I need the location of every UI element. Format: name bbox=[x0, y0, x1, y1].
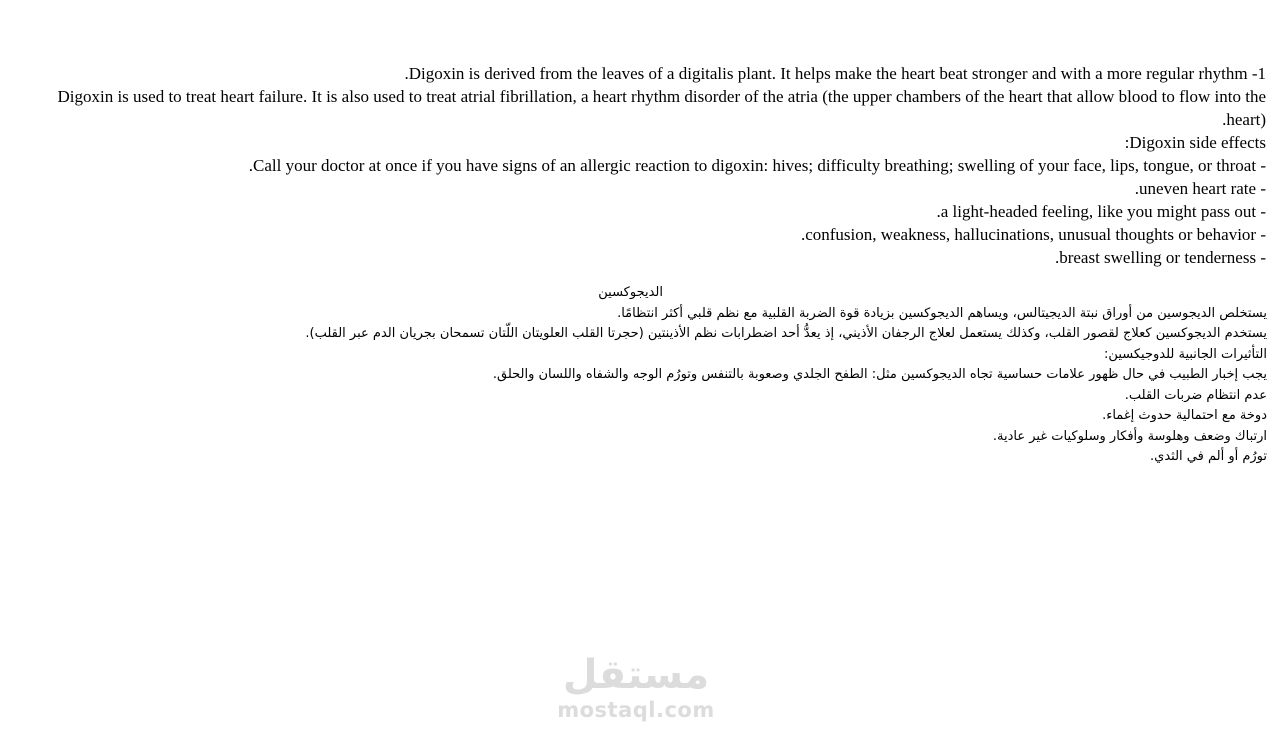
side-effects-heading: Digoxin side effects: bbox=[1124, 133, 1266, 152]
arabic-side-effect-item: دوخة مع احتمالية حدوث إغماء. bbox=[1102, 408, 1267, 423]
side-effect-item: - breast swelling or tenderness. bbox=[1054, 248, 1266, 267]
mostaql-watermark bbox=[556, 652, 716, 722]
watermark-logo: مستقل bbox=[562, 652, 710, 698]
english-paragraph-2: Digoxin is used to treat heart failure. It is also used to treat atrial fibrillation, a heart rhythm disorder of the atria (the upper chambers of the heart that allow blood to flow into the heart). bbox=[57, 87, 1266, 129]
arabic-section bbox=[230, 283, 1267, 468]
arabic-side-effect-item: ارتباك وضعف وهلوسة وأفكار وسلوكيات غير عادية. bbox=[992, 428, 1267, 444]
watermark-domain: mostaql.com bbox=[557, 698, 715, 722]
english-paragraph-1: 1- Digoxin is derived from the leaves of a digitalis plant. It helps make the heart beat stronger and with a more regular rhythm. bbox=[404, 64, 1266, 83]
english-section bbox=[12, 62, 1266, 269]
arabic-side-effect-item: عدم انتظام ضربات القلب. bbox=[1124, 387, 1267, 403]
side-effect-item: - uneven heart rate. bbox=[1134, 179, 1266, 198]
arabic-side-effect-item: تورُم أو ألم في الثدي. bbox=[1150, 449, 1267, 464]
arabic-title: الديجوكسين bbox=[598, 285, 663, 300]
side-effect-item: - a light-headed feeling, like you might pass out. bbox=[936, 202, 1266, 221]
side-effect-item: - confusion, weakness, hallucinations, unusual thoughts or behavior. bbox=[800, 225, 1266, 244]
arabic-paragraph-1: يستخلص الديجوسين من أوراق نبتة الديجيتالس، ويساهم الديجوكسين بزيادة قوة الضربة القلبية مع نظم قلبي أكثر انتظامًا. bbox=[617, 305, 1267, 321]
arabic-side-effects-heading: التأثيرات الجانبية للدوجيكسين: bbox=[1104, 346, 1267, 362]
arabic-paragraph-2: يستخدم الديجوكسين كعلاج لقصور القلب، وكذلك يستعمل لعلاج الرجفان الأذيني، إذ يعدُّ أحد اضطرابات نظم الأذينتين (حجرتا القلب العلويتان اللّتان تسمحان بجريان الدم عبر القلب). bbox=[305, 326, 1267, 341]
arabic-side-effect-item: يجب إخبار الطبيب في حال ظهور علامات حساسية تجاه الديجوكسين مثل: الطفح الجلدي وصعوبة بالتنفس وتورُم الوجه والشفاه واللسان والحلق. bbox=[492, 367, 1267, 382]
side-effect-item: - Call your doctor at once if you have signs of an allergic reaction to digoxin: hives; difficulty breathing; swelling of your face, lips, tongue, or throat. bbox=[248, 156, 1266, 175]
